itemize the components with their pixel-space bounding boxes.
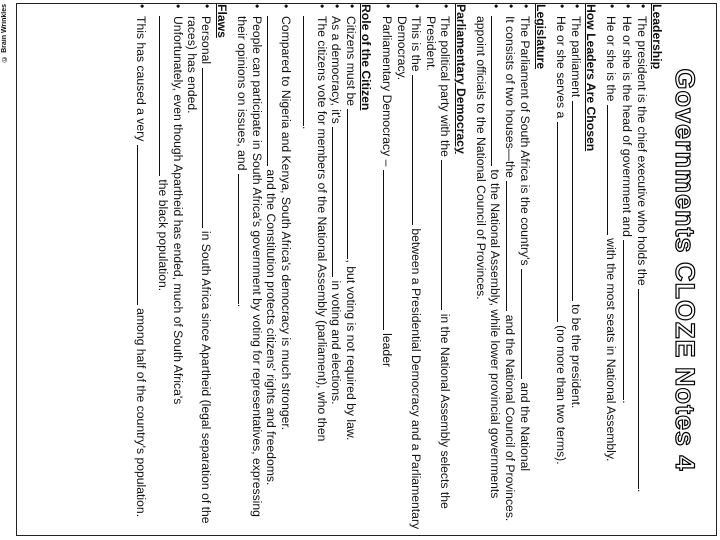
list-item: • to the National Assembly, while lower provincial governments appoint officials to the National Council of Provinces. — [474, 14, 503, 536]
blank-field[interactable] — [441, 160, 453, 310]
heading-role-of-citizen: Role of the Citizen — [359, 4, 374, 111]
list-item: • He or she is the with the most seats in National Assembly. — [604, 14, 619, 536]
blank-field[interactable] — [138, 145, 150, 305]
list-item: • As a democracy, it's in voting and elections. — [329, 14, 344, 536]
list-item: • The political party with the in the National Assembly selects the President. — [424, 14, 453, 536]
heading-parliamentary-democracy: Parliamentary Democracy — [453, 4, 468, 154]
blank-field[interactable] — [491, 16, 503, 166]
blank-field[interactable] — [521, 269, 533, 379]
list-item: • Unfortunately, even though Apartheid has ended, much of South Africa's the black population. — [156, 14, 185, 536]
heading-flaws: Flaws — [214, 4, 229, 38]
copyright-notice: © Brain Wrinkles — [1, 4, 8, 62]
blank-field[interactable] — [238, 174, 250, 304]
blank-field[interactable] — [506, 181, 518, 311]
cloze-notes-sheet — [60, 4, 700, 536]
list-item: • He or she serves a (no more than two terms). — [554, 14, 569, 536]
heading-leadership: Leadership — [650, 4, 664, 70]
section-role-of-citizen — [235, 4, 374, 536]
blank-field[interactable] — [267, 16, 279, 166]
list-item: • The parliament to be the president. — [569, 14, 584, 536]
heading-how-leaders-chosen: How Leaders Are Chosen — [584, 4, 599, 152]
blank-field[interactable] — [623, 240, 635, 400]
heading-legislature: Legislature — [533, 4, 548, 70]
blank-field[interactable] — [383, 170, 395, 330]
section-parliamentary-democracy — [379, 4, 467, 536]
list-item: • Personal in South Africa since Apartheid (legal separation of the races) has ended. — [185, 14, 214, 536]
blank-field[interactable] — [638, 289, 650, 489]
blank-field[interactable] — [202, 68, 214, 228]
section-flaws — [134, 4, 228, 536]
list-item: • This is the between a Presidential Democracy and a Parliamentary Democracy. — [395, 14, 424, 536]
list-item: • It consists of two houses—the and the National Council of Provinces. — [503, 14, 518, 536]
list-item: • Parliamentary Democracy – leader — [379, 14, 394, 536]
section-how-leaders-chosen — [554, 4, 599, 536]
list-item: • Citizens must be , but voting is not required by law. — [344, 14, 359, 536]
list-item: • The Parliament of South Africa is the country's and the National — [518, 14, 533, 536]
list-item: • People can participate in South Africa's government by voting for representatives, expressing their opinions on issues, and . — [235, 14, 264, 536]
list-item: • He or she is the head of government and . — [619, 14, 634, 536]
blank-field[interactable] — [303, 16, 315, 126]
list-item: • This has caused a very among half of the country's population. — [134, 14, 149, 536]
page-title: Governments CLOZE Notes 4 — [670, 68, 700, 472]
blank-field[interactable] — [159, 16, 171, 176]
blank-field[interactable] — [332, 127, 344, 277]
blank-field[interactable] — [412, 75, 424, 225]
list-item: • Compared to Nigeria and Kenya, South Africa's democracy is much stronger. and the Constitution protects citizens' rights and freedoms. — [264, 14, 293, 536]
list-item: • The president is the chief executive who holds the . — [635, 14, 650, 536]
blank-field[interactable] — [347, 109, 359, 259]
blank-field[interactable] — [572, 101, 584, 301]
section-legislature — [474, 4, 548, 536]
list-item: • The citizens vote for members of the National Assembly (parliament), who then . — [299, 14, 328, 536]
section-leadership — [604, 4, 664, 536]
blank-field[interactable] — [557, 122, 569, 322]
blank-field[interactable] — [607, 105, 619, 235]
